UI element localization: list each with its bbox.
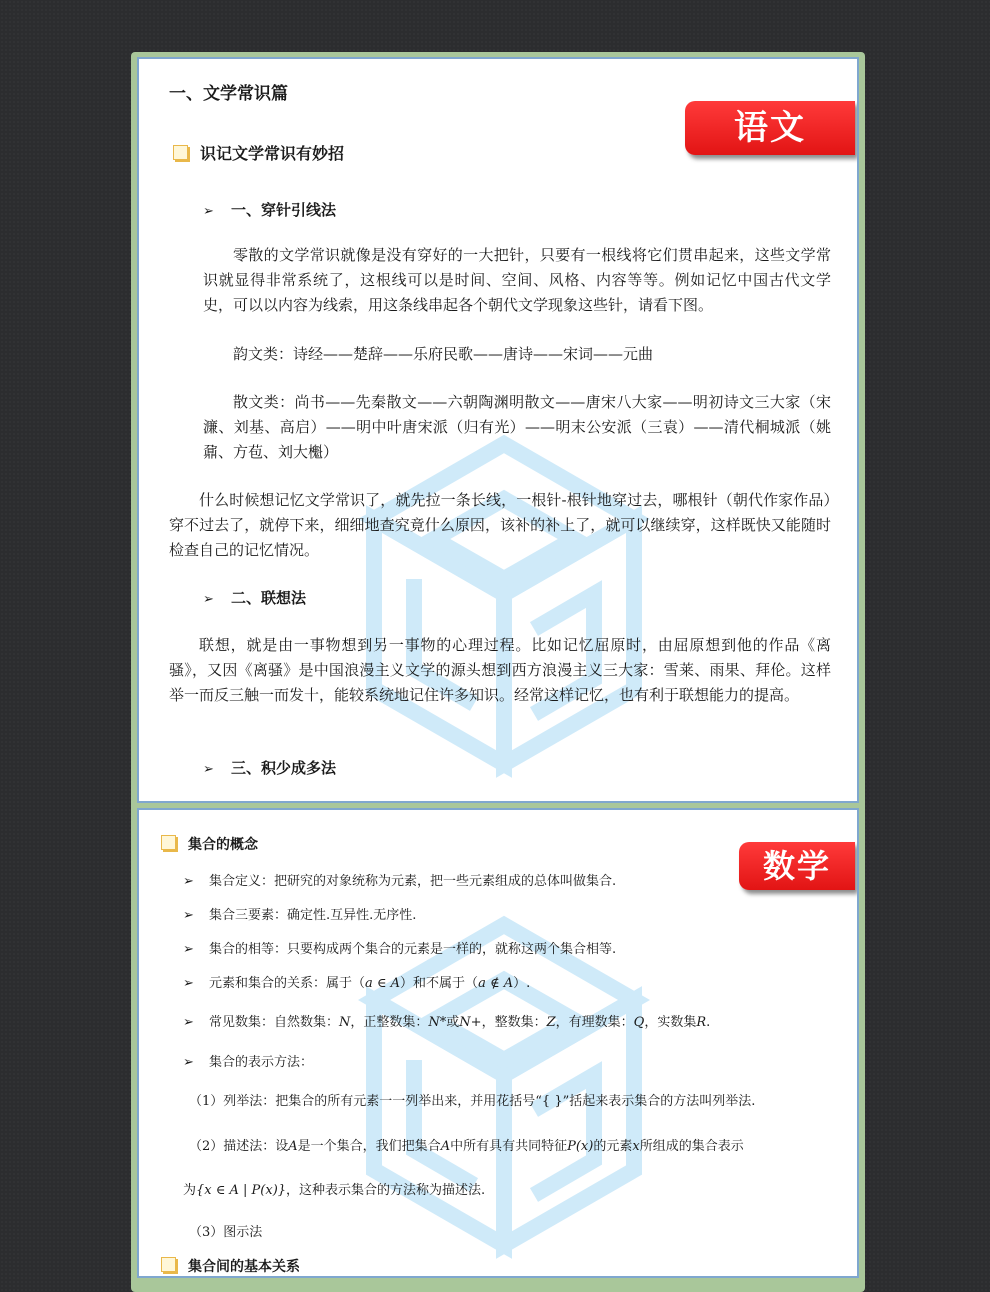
arrow-bullet-icon: ➢ <box>183 1055 194 1070</box>
arrow-bullet-icon: ➢ <box>203 762 214 777</box>
arrow-bullet-icon: ➢ <box>183 908 194 923</box>
topic-title: 识记文学常识有妙招 <box>200 144 345 163</box>
topic-heading-chinese <box>173 141 344 164</box>
bullet-text: 集合的相等：只要构成两个集合的元素是一样的，就称这两个集合相等. <box>209 942 617 957</box>
bullet-three-elements <box>183 906 416 926</box>
text-segment: 为 <box>183 1183 197 1198</box>
arrow-bullet-icon: ➢ <box>183 976 194 991</box>
math-set-builder: {x ∈ A | P(x)} <box>196 1183 287 1198</box>
math-symbol: Q <box>633 1015 645 1030</box>
bullet-membership <box>183 974 530 994</box>
text-segment: 所组成的集合表示 <box>639 1139 744 1154</box>
text-segment: 的元素 <box>593 1139 633 1154</box>
bullet-text: 集合定义：把研究的对象统称为元素，把一些元素组成的总体叫做集合. <box>209 874 617 889</box>
topic-title: 集合的概念 <box>188 837 258 853</box>
math-page <box>137 808 859 1278</box>
summary-paragraph: 什么时候想记忆文学常识了，就先拉一条长线，一根针-根针地穿过去，哪根针（朝代作家作品）穿不过去了，就停下来，细细地查究竟什么原因，该补的补上了，就可以继续穿，这样既快又能随时检查自己的记忆情况。 <box>169 491 831 559</box>
math-symbol: P(x) <box>567 1139 594 1154</box>
yellow-square-icon <box>173 145 188 160</box>
text-segment: ）和不属于（ <box>400 976 479 991</box>
bullet-text: 集合的表示方法： <box>209 1055 314 1070</box>
arrow-bullet-icon: ➢ <box>183 874 194 889</box>
method3-title: 三、积少成多法 <box>231 759 337 777</box>
topic-heading-math <box>161 834 258 854</box>
math-symbol: N <box>339 1015 351 1030</box>
bullet-equality <box>183 940 616 960</box>
math-symbol: A <box>440 1139 451 1154</box>
text-segment: 元素和集合的关系：属于（ <box>209 976 366 991</box>
next-topic-heading <box>161 1256 300 1276</box>
method1-paragraph: 零散的文学常识就像是没有穿好的一大把针，只要有一根线将它们贯串起来，这些文学常识就显得非常系统了，这根线可以是时间、空间、风格、内容等等。例如记忆中国古代文学史，可以以内容为线索，用这条线串起各个朝代文学现象这些针，请看下图。 <box>203 246 831 314</box>
description-method <box>189 1136 855 1158</box>
arrow-bullet-icon: ➢ <box>203 592 214 607</box>
watermark-cube-logo <box>354 429 654 779</box>
chinese-page <box>137 57 859 803</box>
math-symbol: A <box>288 1139 298 1154</box>
bullet-definition <box>183 872 616 892</box>
math-symbol: x <box>632 1139 640 1154</box>
text-segment: ，这种表示集合的方法称为描述法. <box>286 1183 486 1198</box>
method1-heading <box>203 199 336 220</box>
text-segment: ，整数集： <box>481 1015 547 1030</box>
method2-paragraph: 联想，就是由一事物想到另一事物的心理过程。比如记忆屈原时，由屈原想到他的作品《离骚》，又因《离骚》是中国浪漫主义文学的源头想到西方浪漫主义三大家：雪莱、雨果、拜伦。这样举一而反三触一而发十，能较系统地记住许多知识。经常这样记忆，也有利于联想能力的提高。 <box>169 636 831 704</box>
section-title: 一、文学常识篇 <box>169 84 288 104</box>
math-symbol: N* <box>428 1015 447 1030</box>
text-segment: ，实数集 <box>644 1015 697 1030</box>
bullet-representation <box>183 1053 313 1073</box>
math-symbol: R <box>696 1015 707 1030</box>
subject-tag-math: 数学 <box>739 842 855 890</box>
arrow-bullet-icon: ➢ <box>183 942 194 957</box>
arrow-bullet-icon: ➢ <box>203 204 214 219</box>
bullet-number-sets <box>183 1013 710 1033</box>
bullet-text: 集合三要素：确定性.互异性.无序性. <box>209 908 417 923</box>
diagram-method: （3）图示法 <box>189 1225 263 1240</box>
method2-title: 二、联想法 <box>231 589 307 607</box>
text-segment: （2）描述法：设 <box>189 1139 289 1154</box>
math-not-belongs: a ∉ A <box>478 976 514 991</box>
text-segment: ）. <box>513 976 531 991</box>
yellow-square-icon <box>161 835 176 850</box>
method1-title: 一、穿针引线法 <box>231 201 337 219</box>
text-segment: 是一个集合，我们把集合 <box>297 1139 441 1154</box>
text-segment: . <box>706 1015 711 1030</box>
description-method-cont <box>183 1180 485 1202</box>
text-segment: 或 <box>446 1015 460 1030</box>
enumeration-method: （1）列举法：把集合的所有元素一一列举出来，并用花括号“{ }”括起来表示集合的方法叫列举法. <box>189 1094 756 1109</box>
math-symbol: Z <box>546 1015 556 1030</box>
text-segment: 常见数集：自然数集： <box>209 1015 340 1030</box>
watermark-cube-logo <box>354 910 654 1260</box>
next-topic-title: 集合间的基本关系 <box>188 1259 300 1275</box>
text-segment: 中所有具有共同特征 <box>450 1139 568 1154</box>
text-segment: ，有理数集： <box>555 1015 634 1030</box>
arrow-bullet-icon: ➢ <box>183 1015 194 1030</box>
subject-tag-chinese: 语文 <box>685 101 855 155</box>
text-segment: ，正整数集： <box>350 1015 429 1030</box>
sanwen-paragraph: 散文类：尚书——先秦散文——六朝陶渊明散文——唐宋八大家——明初诗文三大家（宋濂、刘基、高启）——明中叶唐宋派（归有光）——明末公安派（三袁）——清代桐城派（姚鼐、方苞、刘大櫆） <box>203 393 831 461</box>
yellow-square-icon <box>161 1257 176 1272</box>
method2-heading <box>203 587 306 608</box>
math-symbol: N+ <box>459 1015 482 1030</box>
math-belongs: a ∈ A <box>365 976 401 991</box>
yunwen-line: 韵文类：诗经——楚辞——乐府民歌——唐诗——宋词——元曲 <box>233 345 654 363</box>
method3-heading <box>203 757 336 778</box>
